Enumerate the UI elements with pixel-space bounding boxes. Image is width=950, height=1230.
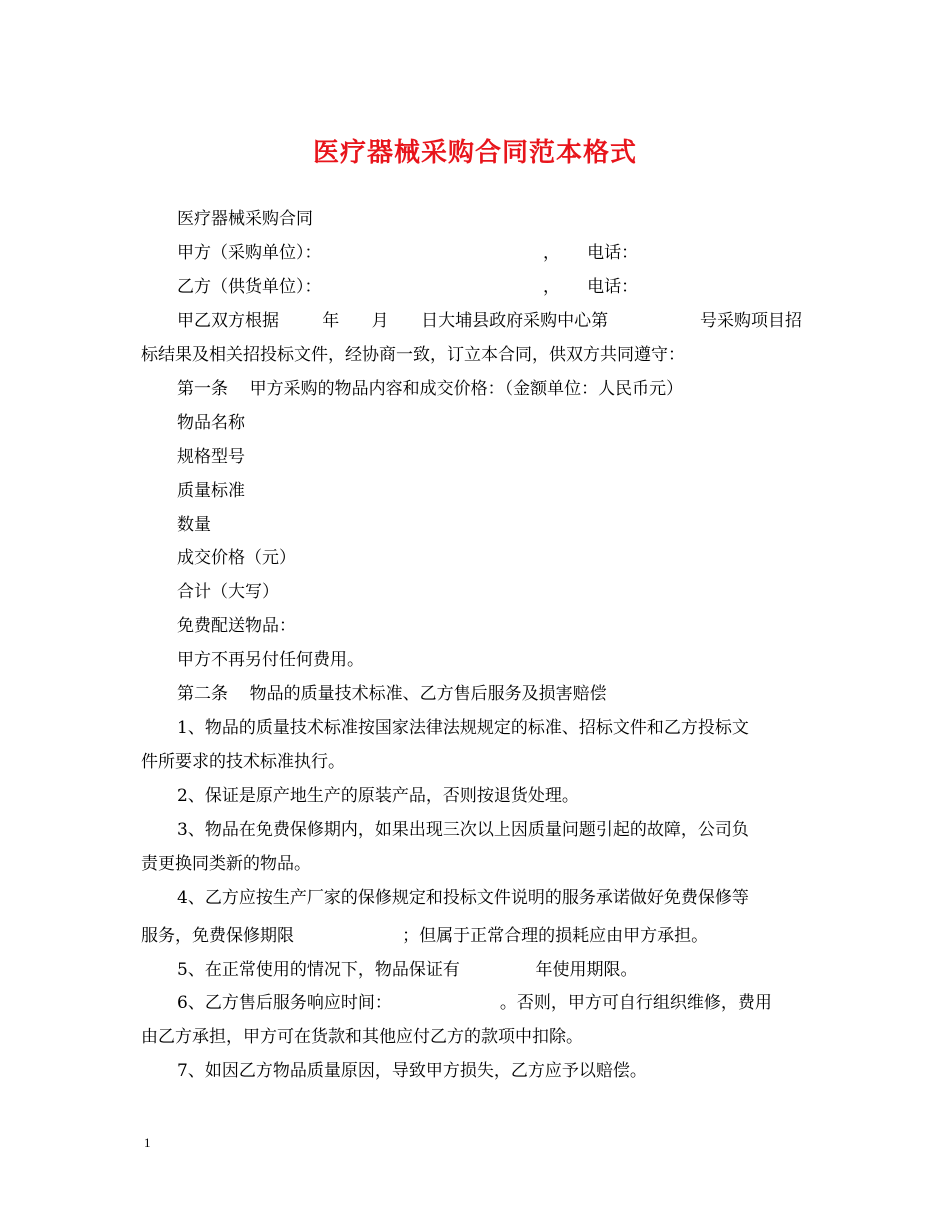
paragraph-line: 医疗器械采购合同 [177, 209, 313, 229]
paragraph-line: 数量 [177, 515, 211, 535]
document-title: 医疗器械采购合同范本格式 [312, 138, 637, 168]
paragraph-line: 甲方（采购单位）： ， 电话： [177, 243, 639, 263]
paragraph-line: 6、乙方售后服务响应时间： 。否则，甲方可自行组织维修，费用 [177, 993, 772, 1013]
paragraph-line: 免费配送物品： [177, 616, 296, 636]
page-number: 1 [144, 1135, 151, 1150]
paragraph-line: 物品名称 [177, 413, 245, 433]
paragraph-line: 甲方不再另付任何费用。 [177, 650, 364, 670]
paragraph-line: 2、保证是原产地生产的原装产品，否则按退货处理。 [177, 786, 579, 806]
paragraph-line: 7、如因乙方物品质量原因，导致甲方损失，乙方应予以赔偿。 [177, 1061, 647, 1081]
paragraph-line: 合计（大写） [177, 582, 279, 602]
paragraph-line: 3、物品在免费保修期内，如果出现三次以上因质量问题引起的故障，公司负 [177, 820, 749, 840]
paragraph-line: 规格型号 [177, 447, 245, 467]
paragraph-line: 质量标准 [177, 481, 245, 501]
paragraph-line: 4、乙方应按生产厂家的保修规定和投标文件说明的服务承诺做好免费保修等 [177, 888, 749, 908]
paragraph-line: 由乙方承担，甲方可在货款和其他应付乙方的款项中扣除。 [141, 1027, 583, 1047]
paragraph-line: 标结果及相关招投标文件，经协商一致，订立本合同，供双方共同遵守： [141, 345, 685, 365]
paragraph-line: 第一条 甲方采购的物品内容和成交价格：（金额单位：人民币元） [177, 379, 684, 399]
paragraph-line: 1、物品的质量技术标准按国家法律法规规定的标准、招标文件和乙方投标文 [177, 718, 749, 738]
paragraph-line: 成交价格（元） [177, 548, 296, 568]
paragraph-line: 件所要求的技术标准执行。 [141, 752, 345, 772]
paragraph-line: 责更换同类新的物品。 [141, 854, 311, 874]
paragraph-line: 服务，免费保修期限 ；但属于正常合理的损耗应由甲方承担。 [141, 926, 709, 946]
paragraph-line: 甲乙双方根据 年 月 日大埔县政府采购中心第 号采购项目招 [177, 311, 802, 331]
paragraph-line: 5、在正常使用的情况下，物品保证有 年使用期限。 [177, 960, 638, 980]
paragraph-line: 乙方（供货单位）： ， 电话： [177, 277, 639, 297]
paragraph-line: 第二条 物品的质量技术标准、乙方售后服务及损害赔偿 [177, 684, 607, 704]
